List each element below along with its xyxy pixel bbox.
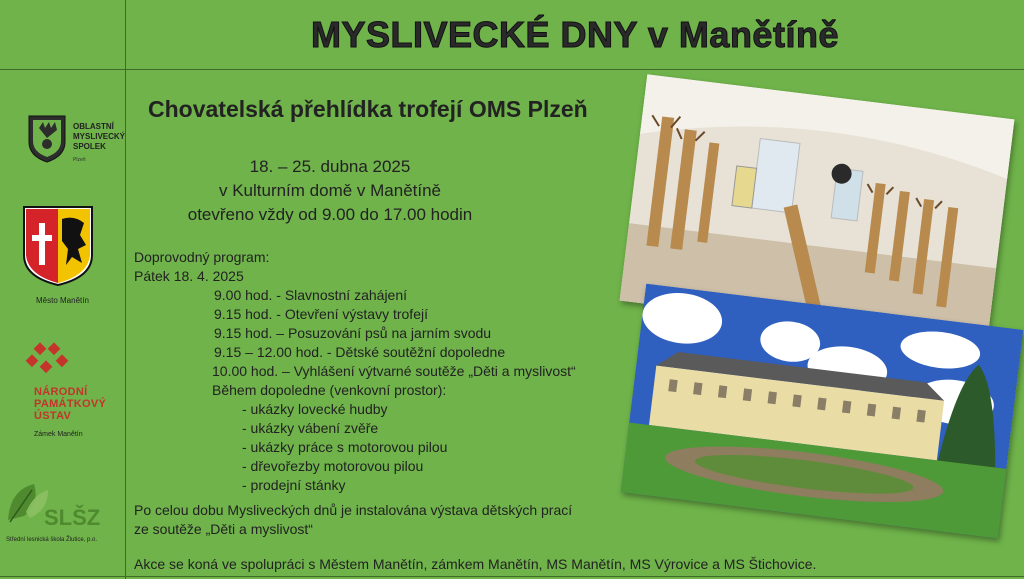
footer-divider xyxy=(0,576,1024,577)
program-day: Pátek 18. 4. 2025 xyxy=(134,268,244,284)
castle-photo xyxy=(621,284,1024,539)
morning-item: - ukázky vábení zvěře xyxy=(242,420,379,436)
slsz-name: SLŠZ xyxy=(44,505,101,530)
sidebar-divider xyxy=(125,0,126,579)
event-dates: 18. – 25. dubna 2025 v Kulturním domě v Manětíně otevřeno vždy od 9.00 do 17.00 hodin xyxy=(187,157,473,224)
npu-subtitle: Zámek Manětín xyxy=(34,431,83,438)
program-item: 9.15 hod. - Otevření výstavy trofejí xyxy=(214,306,428,322)
program-item: 9.15 – 12.00 hod. - Dětské soutěžní dopoledne xyxy=(214,344,506,360)
town-coat-of-arms xyxy=(22,205,94,287)
event-subtitle: Chovatelská přehlídka trofejí OMS Plzeň xyxy=(148,96,588,122)
program-item: 9.00 hod. - Slavnostní zahájení xyxy=(214,287,408,303)
morning-item: - dřevořezby motorovou pilou xyxy=(242,458,424,474)
npu-name: NÁRODNÍ PAMÁTKOVÝ ÚSTAV xyxy=(34,386,107,422)
program-section xyxy=(134,248,576,495)
morning-item: - ukázky práce s motorovou pilou xyxy=(242,439,448,455)
morning-item: - prodejní stánky xyxy=(242,477,346,493)
slsz-subtitle: Střední lesnická škola Žlutice, p.o. xyxy=(6,537,98,543)
oms-emblem-icon xyxy=(25,112,69,164)
morning-item: - ukázky lovecké hudby xyxy=(242,401,388,417)
castle-image xyxy=(621,284,1024,539)
npu-emblem-icon xyxy=(20,342,80,376)
exhibition-note: Po celou dobu Mysliveckých dnů je instalována výstava dětských prací ze soutěže „Děti a myslivost“ xyxy=(134,502,573,537)
oms-name: OBLASTNÍ MYSLIVECKÝ SPOLEK xyxy=(73,122,126,151)
town-label: Město Manětín xyxy=(36,296,89,305)
cooperation-note: Akce se koná ve spolupráci s Městem Manětín, zámkem Manětín, MS Manětín, MS Výrovice a MS Štichovice. xyxy=(134,556,817,572)
oms-subtitle: Plzeň xyxy=(73,157,86,163)
npu-logo xyxy=(20,342,120,452)
program-item: 10.00 hod. – Vyhlášení výtvarné soutěže „Děti a myslivost“ xyxy=(212,363,576,379)
header-divider xyxy=(0,69,1024,70)
coat-of-arms-icon xyxy=(22,205,94,287)
program-item: 9.15 hod. – Posuzování psů na jarním svodu xyxy=(214,325,492,341)
oms-logo xyxy=(25,112,125,172)
slsz-logo xyxy=(4,480,124,550)
morning-heading: Během dopoledne (venkovní prostor): xyxy=(212,382,447,398)
program-heading: Doprovodný program: xyxy=(134,249,270,265)
page-title: MYSLIVECKÉ DNY v Manětíně xyxy=(311,14,839,55)
